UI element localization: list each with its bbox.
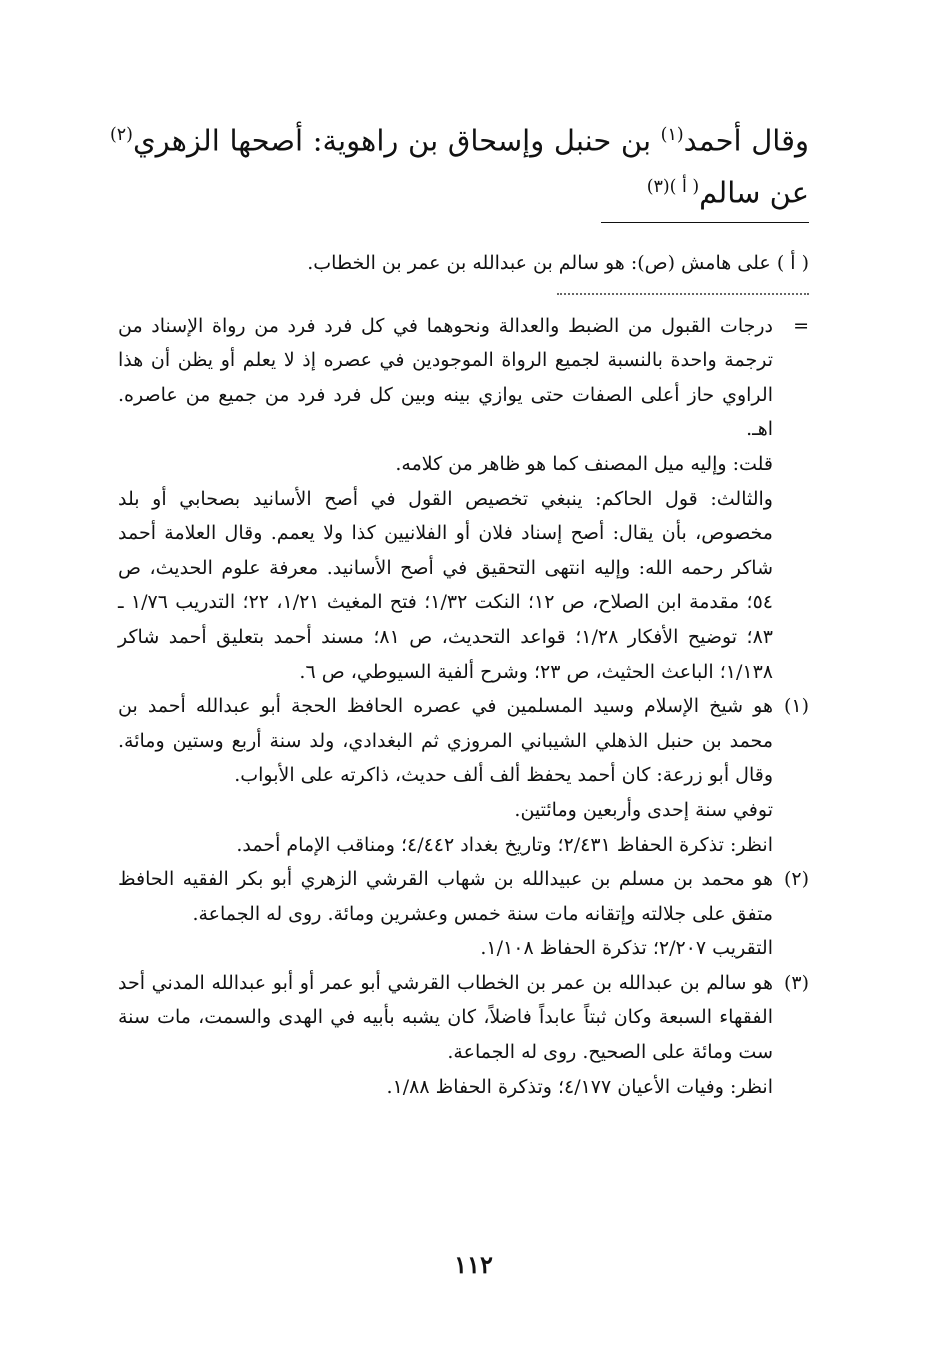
variant-note: ( أ ) على هامش (ص): هو سالم بن عبدالله بن عمر بن الخطاب.	[307, 252, 809, 274]
footnote-body	[118, 966, 773, 1104]
footnote-marker: (١)	[783, 695, 809, 718]
footnote-separator-rule	[601, 222, 809, 223]
footnote-paragraph: هو سالم بن عبدالله بن عمر بن الخطاب القرشي أبو عمر أو أبو عبدالله المدني أحد الفقهاء السبعة وكان ثبتاً عابداً فاضلاً، كان يشبه بأبيه في الهدى والسمت، مات سنة ست ومائة على الصحيح. روى له الجماعة.	[118, 971, 773, 1064]
main-text-block	[110, 112, 809, 215]
main-paragraph	[110, 112, 809, 215]
footnote-3	[118, 966, 809, 1104]
continuation-marker: =	[793, 314, 809, 337]
footnote-2	[118, 862, 809, 966]
continued-footnote	[118, 309, 809, 482]
footnote-ref-2[interactable]: (٢)	[110, 125, 133, 145]
footnote-body	[118, 862, 773, 966]
footnote-paragraph: هو شيخ الإسلام وسيد المسلمين في عصره الحافظ الحجة أبو عبدالله أحمد بن محمد بن حنبل الذهلي الشيباني المروزي ثم البغدادي، ولد سنة أربع وستين ومائة. وقال أبو زرعة: كان أحمد يحفظ ألف ألف حديث، ذاكرته على الأبواب.	[118, 695, 773, 787]
dotted-divider	[557, 293, 809, 295]
footnote-paragraph: التقريب ٢/٢٠٧؛ تذكرة الحفاظ ١/١٠٨.	[480, 937, 773, 960]
footnote-paragraph: انظر: تذكرة الحفاظ ٢/٤٣١؛ وتاريخ بغداد ٤/٤٤٢؛ ومناقب الإمام أحمد.	[236, 833, 773, 856]
main-text-part-2: بن حنبل وإسحاق بن راهوية: أصحها الزهري	[132, 123, 661, 158]
footnote-1	[118, 689, 809, 862]
footnote-marker: (٢)	[783, 868, 809, 891]
footnote-paragraph: توفي سنة إحدى وأربعين ومائتين.	[514, 798, 773, 821]
main-text-part-1: وقال أحمد	[683, 123, 809, 158]
footnote-marker: (٣)	[783, 971, 809, 994]
footnote-paragraph: هو محمد بن مسلم بن عبيدالله بن شهاب القرشي الزهري أبو بكر الفقيه الحافظ متفق على جلالته وإتقانه مات سنة خمس وعشرين ومائة. روى له الجماعة.	[118, 868, 773, 925]
footnote-paragraph: درجات القبول من الضبط والعدالة ونحوهما في كل فرد فرد من رواة الإسناد من ترجمة واحدة بالنسبة لجميع الرواة الموجودين في عصره إذ لا يعلم أو يظن أن هذا الراوي حاز أعلى الصفات حتى يوازي بينه وبين كل فرد فرد من جميع من عاصره. اهـ.	[118, 314, 773, 441]
footnote-paragraph: والثالث: قول الحاكم: ينبغي تخصيص القول في أصح الأسانيد بصحابي أو بلد مخصوص، بأن يقال: أصح إسناد فلان أو الفلانيين كذا ولا يعمم. وقال العلامة أحمد شاكر رحمه الله: وإليه انتهى التحقيق في أصح الأسانيد. معرفة علوم الحديث، ص ٥٤؛ مقدمة ابن الصلاح، ص ١٢؛ النكت ١/٣٢؛ فتح المغيث ١/٢١، ٢٢؛ التدريب ١/٧٦ ـ ٨٣؛ توضيح الأفكار ١/٢٨؛ قواعد التحديث، ص ٨١؛ مسند أحمد بتعليق أحمد شاكر ١/١٣٨؛ الباعث الحثيث، ص ٢٣؛ وشرح ألفية السيوطي، ص ٦.	[118, 487, 774, 683]
footnote-ref-1[interactable]: (١)	[660, 125, 684, 145]
footnote-paragraph: قلت: وإليه ميل المصنف كما هو ظاهر من كلامه.	[395, 452, 773, 475]
continued-footnote-third	[118, 482, 809, 690]
footnote-ref-3[interactable]: (٣)	[646, 176, 670, 197]
footnote-body	[118, 689, 773, 862]
main-text-part-3: عن سالم	[699, 175, 809, 210]
continued-footnote-body	[118, 309, 773, 482]
page-number: ١١٢	[454, 1250, 493, 1279]
footnotes-section	[118, 246, 809, 1104]
variant-ref-a[interactable]: ( أ )	[669, 176, 700, 197]
footnote-paragraph: انظر: وفيات الأعيان ٤/١٧٧؛ وتذكرة الحفاظ ١/٨٨.	[386, 1075, 773, 1098]
